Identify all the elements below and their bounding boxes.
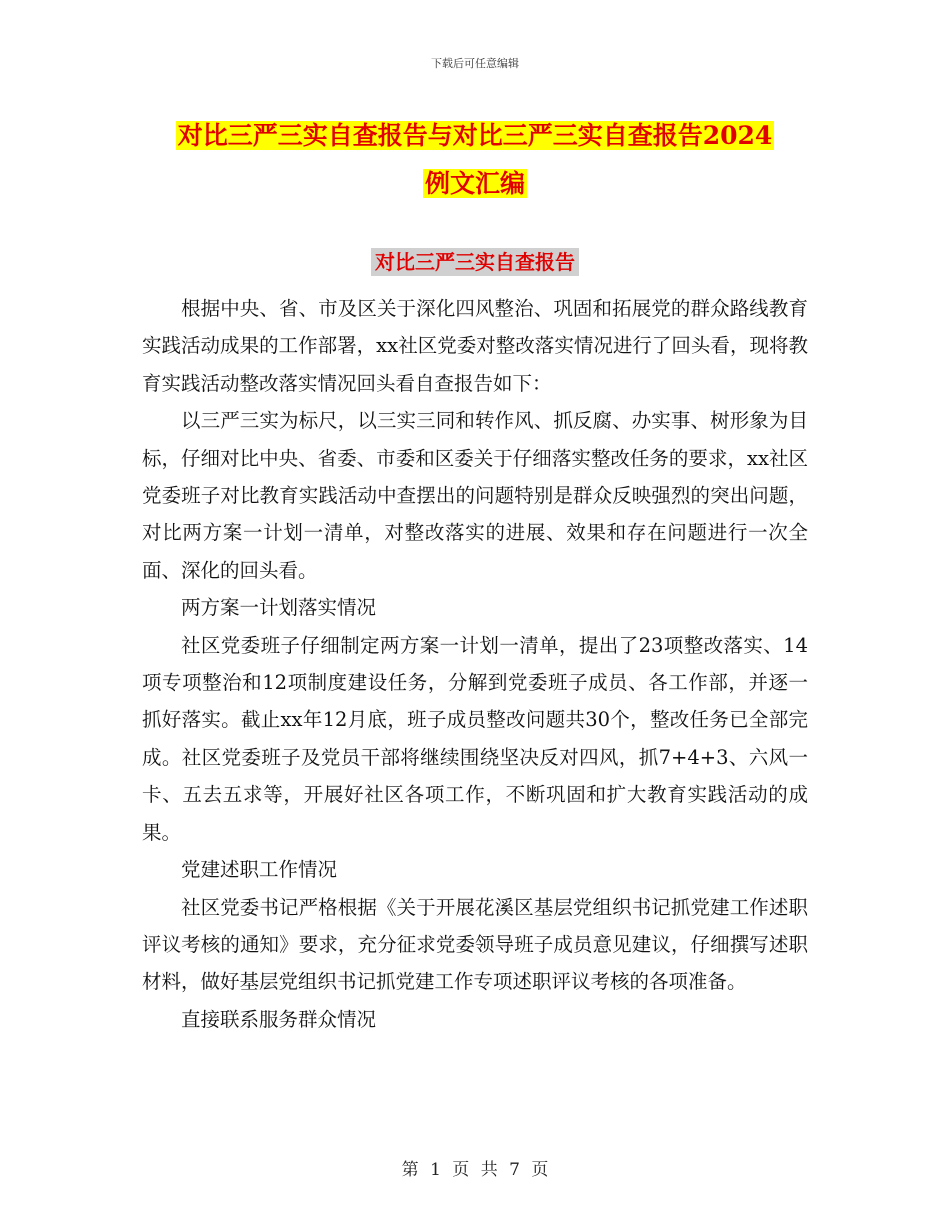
title-line-2: 例文汇编	[424, 169, 525, 198]
paragraph: 社区党委班子仔细制定两方案一计划一清单，提出了23项整改落实、14项专项整治和12项制度建设任务，分解到党委班子成员、各工作部，并逐一抓好落实。截止xx年12月底，班子成员整改问题共30个，整改任务已全部完成。社区党委班子及党员干部将继续围绕坚决反对四风，抓7+4+3、六风一卡、五去五求等，开展好社区各项工作，不断巩固和扩大教育实践活动的成果。	[142, 633, 808, 844]
title-line-1: 对比三严三实自查报告与对比三严三实自查报告2024	[177, 121, 773, 150]
section-title-text: 对比三严三实自查报告	[371, 248, 579, 276]
subheading: 直接联系服务群众情况	[181, 1007, 377, 1031]
section-title	[0, 246, 950, 275]
subheading: 党建述职工作情况	[181, 858, 338, 882]
subheading: 两方案一计划落实情况	[181, 596, 377, 620]
document-title	[140, 112, 810, 208]
paragraph: 根据中央、省、市及区关于深化四风整治、巩固和拓展党的群众路线教育实践活动成果的工作部署，xx社区党委对整改落实情况进行了回头看，现将教育实践活动整改落实情况回头看自查报告如下：	[142, 297, 808, 395]
document-body	[142, 290, 808, 1038]
header-note: 下载后可任意编辑	[431, 57, 519, 70]
paragraph: 以三严三实为标尺，以三实三同和转作风、抓反腐、办实事、树形象为目标，仔细对比中央、省委、市委和区委关于仔细落实整改任务的要求，xx社区党委班子对比教育实践活动中查摆出的问题特别是群众反映强烈的突出问题，对比两方案一计划一清单，对整改落实的进展、效果和存在问题进行一次全面、深化的回头看。	[142, 409, 808, 582]
paragraph: 社区党委书记严格根据《关于开展花溪区基层党组织书记抓党建工作述职评议考核的通知》要求，充分征求党委领导班子成员意见建议，仔细撰写述职材料，做好基层党组织书记抓党建工作专项述职评议考核的各项准备。	[142, 895, 808, 994]
page-footer: 第 1 页 共 7 页	[401, 1160, 549, 1180]
